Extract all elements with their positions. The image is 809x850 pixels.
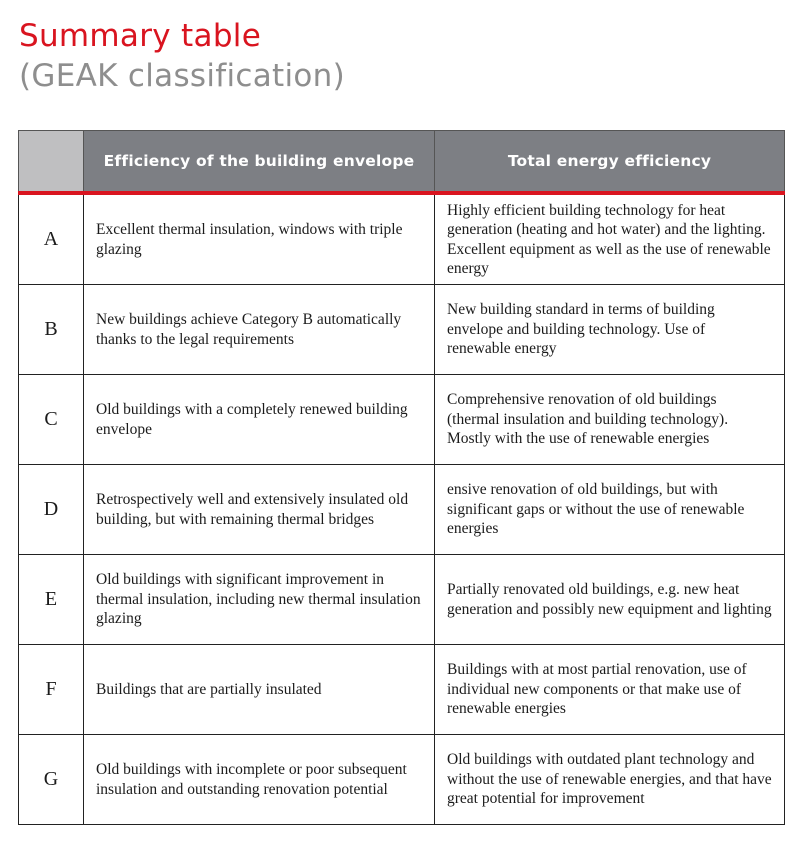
table-row	[19, 555, 785, 645]
grade-cell: A	[19, 193, 84, 285]
envelope-cell: Excellent thermal insulation, windows with triple glazing	[84, 193, 435, 285]
header-envelope: Efficiency of the building envelope	[84, 131, 435, 194]
total-cell: New building standard in terms of building envelope and building technology. Use of renewable energy	[435, 285, 785, 375]
table-row	[19, 375, 785, 465]
total-cell: Highly efficient building technology for heat generation (heating and hot water) and the lighting. Excellent equipment as well as the use of renewable energy	[435, 193, 785, 285]
total-cell: ensive renovation of old buildings, but with significant gaps or without the use of renewable energies	[435, 465, 785, 555]
table-row	[19, 735, 785, 825]
table-row	[19, 645, 785, 735]
envelope-cell: New buildings achieve Category B automatically thanks to the legal requirements	[84, 285, 435, 375]
total-cell: Old buildings with outdated plant technology and without the use of renewable energies, and that have great potential for improvement	[435, 735, 785, 825]
grade-cell: G	[19, 735, 84, 825]
grade-cell: C	[19, 375, 84, 465]
total-cell: Partially renovated old buildings, e.g. new heat generation and possibly new equipment and lighting	[435, 555, 785, 645]
table-row	[19, 193, 785, 285]
envelope-cell: Retrospectively well and extensively insulated old building, but with remaining thermal bridges	[84, 465, 435, 555]
header-blank-cell	[19, 131, 84, 194]
envelope-cell: Old buildings with a completely renewed building envelope	[84, 375, 435, 465]
grade-cell: E	[19, 555, 84, 645]
page-title	[19, 16, 345, 96]
summary-table	[18, 130, 785, 825]
envelope-cell: Old buildings with significant improvement in thermal insulation, including new thermal insulation glazing	[84, 555, 435, 645]
grade-cell: B	[19, 285, 84, 375]
envelope-cell: Old buildings with incomplete or poor subsequent insulation and outstanding renovation potential	[84, 735, 435, 825]
title-line-2: (GEAK classification)	[19, 58, 346, 94]
table-row	[19, 285, 785, 375]
total-cell: Buildings with at most partial renovation, use of individual new components or that make use of renewable energies	[435, 645, 785, 735]
title-line-1: Summary table	[19, 18, 262, 54]
header-total: Total energy efficiency	[435, 131, 785, 194]
grade-cell: F	[19, 645, 84, 735]
total-cell: Comprehensive renovation of old buildings (thermal insulation and building technology). Mostly with the use of renewable energies	[435, 375, 785, 465]
envelope-cell: Buildings that are partially insulated	[84, 645, 435, 735]
table-row	[19, 465, 785, 555]
grade-cell: D	[19, 465, 84, 555]
header-row	[19, 131, 785, 194]
